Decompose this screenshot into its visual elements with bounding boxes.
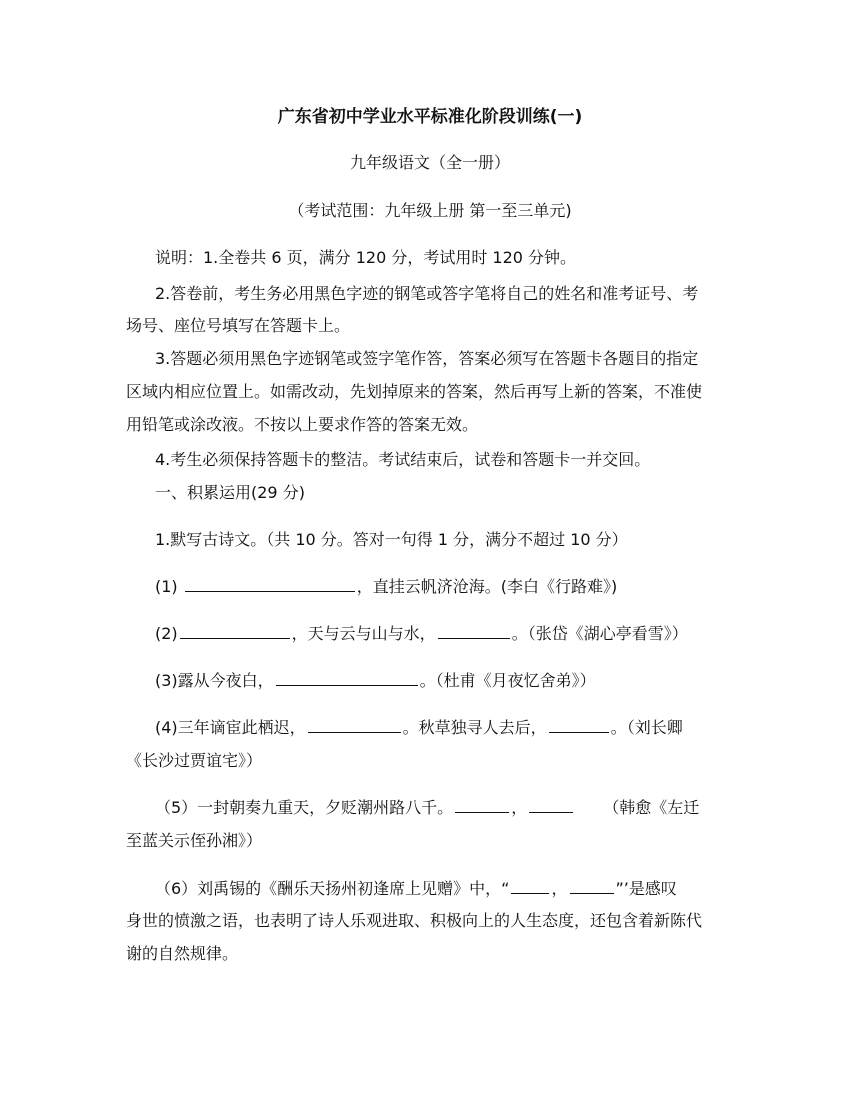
- instruction-line-2b: 场号、座位号填写在答题卡上。: [126, 316, 351, 335]
- instruction-line-3a: 3.答题必须用黑色字迹钢笔或签字笔作答，答案必须写在答题卡各题目的指定: [155, 349, 699, 368]
- item-1-text: ，直挂云帆济沧海。(李白《行路难》): [356, 577, 618, 596]
- item-5-pre-text: （5）一封朝奏九重天，夕贬潮州路八千。: [155, 798, 454, 817]
- item-5: [155, 796, 699, 819]
- answer-blank-6b[interactable]: [570, 877, 614, 894]
- instruction-line-2a: 2.答卷前，考生务必用黑色字迹的钢笔或答字笔将自己的姓名和准考证号、考: [155, 284, 699, 303]
- item-5-text: （韩愈《左迁: [603, 798, 700, 817]
- section-heading: 一、积累运用(29 分): [155, 483, 305, 502]
- answer-blank-5a[interactable]: [455, 796, 509, 813]
- item-6-line-2: 身世的愤激之语，也表明了诗人乐观进取、积极向上的人生态度，还包含着新陈代: [126, 911, 703, 930]
- item-6: [155, 877, 677, 900]
- answer-blank-2b[interactable]: [438, 622, 510, 639]
- item-6-pre-text: （6）刘禹锡的《酬乐天扬州初逢席上见赠》中，“: [155, 879, 510, 898]
- instruction-line-4: 4.考生必须保持答题卡的整洁。考试结束后，试卷和答题卡一并交回。: [155, 450, 651, 469]
- item-5-mid-text: ，: [511, 798, 528, 817]
- instruction-line-3b: 区域内相应位置上。如需改动，先划掉原来的答案，然后再写上新的答案，不准使: [126, 382, 703, 401]
- answer-blank-6a[interactable]: [511, 877, 549, 894]
- answer-blank-1[interactable]: [185, 575, 355, 592]
- answer-blank-4b[interactable]: [549, 716, 609, 733]
- answer-blank-5b[interactable]: [529, 796, 573, 813]
- answer-blank-4a[interactable]: [308, 716, 401, 733]
- answer-blank-2a[interactable]: [180, 622, 290, 639]
- item-6-line-3: 谢的自然规律。: [126, 944, 239, 963]
- item-3-text: 。（杜甫《月夜忆舍弟》）: [419, 671, 596, 690]
- item-4-text: 。（刘长卿: [610, 718, 683, 737]
- item-1: [155, 575, 617, 598]
- question-1: 1.默写古诗文。（共 10 分。答对一句得 1 分，满分不超过 10 分）: [155, 530, 628, 549]
- item-5-source: 至蓝关示侄孙湘》）: [126, 831, 263, 850]
- item-2-mid-text: ，天与云与山与水，: [291, 624, 436, 643]
- item-6-text: ”’是感叹: [615, 879, 677, 898]
- instruction-line-3c: 用铅笔或涂改液。不按以上要求作答的答案无效。: [126, 415, 479, 434]
- item-4-pre-text: (4)三年谪宦此栖迟，: [155, 718, 306, 737]
- item-2-text: 。（张岱《湖心亭看雪》）: [511, 624, 688, 643]
- exam-title: 广东省初中学业水平标准化阶段训练(一): [277, 107, 583, 127]
- item-4: [155, 716, 683, 739]
- answer-blank-3[interactable]: [276, 669, 418, 686]
- item-4-source: 《长沙过贾谊宅》）: [126, 751, 263, 770]
- item-2: [155, 622, 688, 645]
- item-3: [155, 669, 596, 692]
- item-4-mid-text: 。秋草独寻人去后，: [402, 718, 547, 737]
- item-6-mid-text: ，: [551, 879, 568, 898]
- exam-subtitle: 九年级语文（全一册）: [349, 153, 510, 172]
- item-1-number: (1): [155, 577, 178, 596]
- item-2-number: (2): [155, 624, 178, 643]
- instruction-line-1: 说明：1.全卷共 6 页，满分 120 分，考试用时 120 分钟。: [155, 248, 577, 267]
- item-3-pre-text: (3)露从今夜白，: [155, 671, 274, 690]
- exam-scope: （考试范围：九年级上册 第一至三单元): [288, 201, 572, 220]
